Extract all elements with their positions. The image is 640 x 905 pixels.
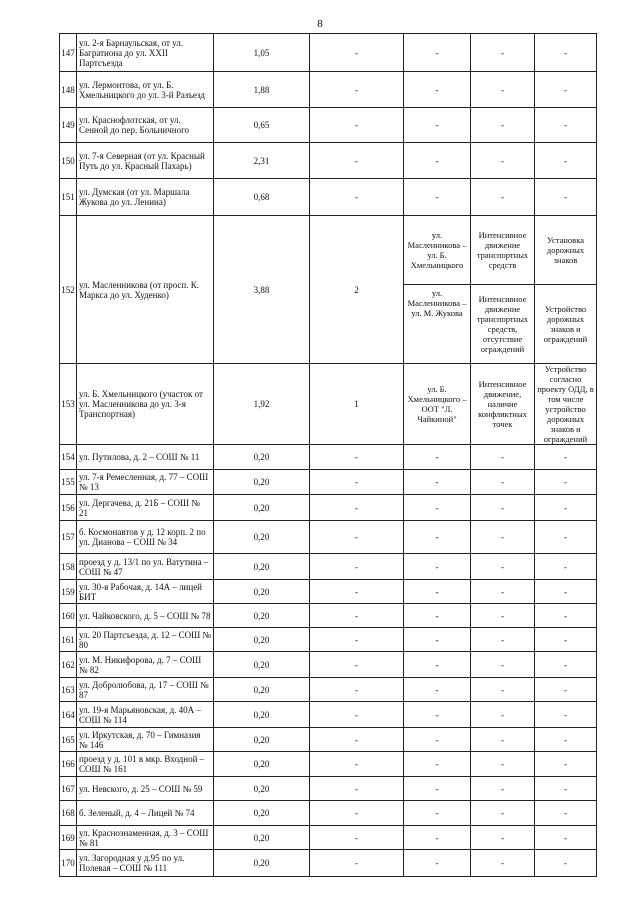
section-value: -	[404, 850, 471, 877]
count-value: -	[310, 678, 404, 702]
row-number: 170	[60, 850, 77, 877]
row-number: 150	[60, 143, 77, 179]
count-value: -	[310, 728, 404, 752]
road-name: ул. Путилова, д. 2 – СОШ № 11	[77, 445, 214, 470]
reason-value: -	[471, 554, 535, 580]
reason-value: -	[471, 179, 535, 216]
count-value: -	[310, 179, 404, 216]
row-number: 162	[60, 652, 77, 678]
section-value: -	[404, 179, 471, 216]
section-value: -	[404, 72, 471, 108]
reason-value: -	[471, 826, 535, 850]
count-value: -	[310, 445, 404, 470]
section-value: -	[404, 777, 471, 801]
count-value: -	[310, 521, 404, 554]
table-row	[60, 801, 597, 826]
measure-value: -	[535, 72, 597, 108]
reason-value: -	[471, 777, 535, 801]
table-row	[60, 445, 597, 470]
reason-value: -	[471, 702, 535, 728]
measure-value: -	[535, 143, 597, 179]
section-value: -	[404, 604, 471, 628]
reason-value: -	[471, 604, 535, 628]
count-value: -	[310, 777, 404, 801]
length-value: 0,20	[214, 850, 310, 877]
count-value: -	[310, 628, 404, 652]
table-row	[60, 108, 597, 143]
length-value: 0,20	[214, 826, 310, 850]
table-row	[60, 143, 597, 179]
row-number: 168	[60, 801, 77, 826]
road-name: ул. Чайковского, д. 5 – СОШ № 78	[77, 604, 214, 628]
measure-value: -	[535, 179, 597, 216]
page-number: 8	[317, 18, 323, 30]
count-value: -	[310, 580, 404, 604]
road-name: ул. Добролюбова, д. 17 – СОШ № 87	[77, 678, 214, 702]
measure-value: -	[535, 702, 597, 728]
reason-value: -	[471, 628, 535, 652]
count-value: -	[310, 108, 404, 143]
measure-value: -	[535, 580, 597, 604]
section-description: ул. Масленникова – ул. Б. Хмельницкого	[404, 216, 471, 285]
reason-description: Интенсивное движение, наличие конфликтных точек	[471, 364, 535, 445]
road-name: ул. Краснознаменная, д. 3 – СОШ № 81	[77, 826, 214, 850]
road-name: ул. 2-я Барнаульская, от ул. Багратиона до ул. XXII Партсъезда	[77, 34, 214, 72]
row-number: 163	[60, 678, 77, 702]
road-name: проезд у д. 101 в мкр. Входной – СОШ № 161	[77, 752, 214, 777]
measure-description: Установка дорожных знаков	[535, 216, 597, 285]
section-value: -	[404, 652, 471, 678]
section-value: -	[404, 826, 471, 850]
row-number: 153	[60, 364, 77, 445]
reason-value: -	[471, 34, 535, 72]
reason-value: -	[471, 470, 535, 495]
length-value: 0,20	[214, 728, 310, 752]
measure-value: -	[535, 554, 597, 580]
reason-value: -	[471, 752, 535, 777]
row-number: 152	[60, 216, 77, 364]
measure-value: -	[535, 728, 597, 752]
section-value: -	[404, 521, 471, 554]
length-value: 3,88	[214, 216, 310, 364]
row-number: 167	[60, 777, 77, 801]
section-value: -	[404, 108, 471, 143]
table-row	[60, 604, 597, 628]
reason-value: -	[471, 143, 535, 179]
road-name: ул. Думская (от ул. Маршала Жукова до ул. Ленина)	[77, 179, 214, 216]
section-value: -	[404, 470, 471, 495]
length-value: 0,20	[214, 801, 310, 826]
road-sections-table	[59, 33, 597, 877]
reason-value: -	[471, 495, 535, 521]
length-value: 0,20	[214, 678, 310, 702]
reason-value: -	[471, 652, 535, 678]
row-number: 160	[60, 604, 77, 628]
road-name: ул. Масленникова (от просп. К. Маркса до ул. Худенко)	[77, 216, 214, 364]
measure-value: -	[535, 678, 597, 702]
length-value: 0,20	[214, 580, 310, 604]
table-row	[60, 34, 597, 72]
section-value: -	[404, 495, 471, 521]
road-name: ул. 7-я Ремесленная, д. 77 – СОШ № 13	[77, 470, 214, 495]
measure-value: -	[535, 652, 597, 678]
section-value: -	[404, 702, 471, 728]
road-name: ул. Краснофлотская, от ул. Сенной до пер. Больничного	[77, 108, 214, 143]
table-row	[60, 826, 597, 850]
road-name: ул. 19-я Марьяновская, д. 40А – СОШ № 114	[77, 702, 214, 728]
road-name: ул. Лермонтова, от ул. Б. Хмельницкого до ул. 3-й Разъезд	[77, 72, 214, 108]
table-row	[60, 777, 597, 801]
count-value: -	[310, 702, 404, 728]
table-row	[60, 702, 597, 728]
length-value: 0,20	[214, 495, 310, 521]
reason-value: -	[471, 801, 535, 826]
table-row	[60, 521, 597, 554]
length-value: 0,20	[214, 521, 310, 554]
road-name: ул. Дергачева, д. 21Б – СОШ № 21	[77, 495, 214, 521]
table-row	[60, 554, 597, 580]
road-name: ул. Б. Хмельницкого (участок от ул. Масленникова до ул. 3-я Транспортная)	[77, 364, 214, 445]
count-value: -	[310, 554, 404, 580]
length-value: 0,20	[214, 470, 310, 495]
table-row	[60, 580, 597, 604]
count-value: -	[310, 143, 404, 179]
table-row	[60, 628, 597, 652]
table-row	[60, 678, 597, 702]
measure-value: -	[535, 34, 597, 72]
count-value: -	[310, 652, 404, 678]
length-value: 1,05	[214, 34, 310, 72]
table-body-middle	[60, 216, 597, 445]
reason-value: -	[471, 728, 535, 752]
table-row	[60, 752, 597, 777]
road-name: ул. 7-я Северная (от ул. Красный Путь до ул. Красный Пахарь)	[77, 143, 214, 179]
section-value: -	[404, 580, 471, 604]
measure-value: -	[535, 826, 597, 850]
reason-value: -	[471, 445, 535, 470]
count-value: -	[310, 826, 404, 850]
road-name: б. Зеленый, д. 4 – Лицей № 74	[77, 801, 214, 826]
measure-value: -	[535, 108, 597, 143]
row-number: 165	[60, 728, 77, 752]
table-row	[60, 216, 597, 285]
reason-description: Интенсивное движение транспортных средств, отсутствие ограждений	[471, 285, 535, 364]
table-row	[60, 495, 597, 521]
section-value: -	[404, 143, 471, 179]
measure-description: Устройство согласно проекту ОДД, в том числе устройство дорожных знаков и ограждений	[535, 364, 597, 445]
measure-value: -	[535, 495, 597, 521]
count-value: -	[310, 604, 404, 628]
table-body-top	[60, 34, 597, 216]
row-number: 169	[60, 826, 77, 850]
section-value: -	[404, 445, 471, 470]
table-row	[60, 850, 597, 877]
count-value: -	[310, 752, 404, 777]
section-value: -	[404, 628, 471, 652]
row-number: 161	[60, 628, 77, 652]
row-number: 156	[60, 495, 77, 521]
section-value: -	[404, 678, 471, 702]
measure-value: -	[535, 604, 597, 628]
road-name: б. Космонавтов у д. 12 корп. 2 по ул. Дианова – СОШ № 34	[77, 521, 214, 554]
row-number: 147	[60, 34, 77, 72]
count-value: 1	[310, 364, 404, 445]
road-name: ул. 20 Партсъезда, д. 12 – СОШ № 80	[77, 628, 214, 652]
length-value: 0,20	[214, 702, 310, 728]
table-row	[60, 364, 597, 445]
measure-value: -	[535, 445, 597, 470]
table-body-bottom	[60, 445, 597, 877]
measure-value: -	[535, 801, 597, 826]
table-row	[60, 470, 597, 495]
count-value: -	[310, 34, 404, 72]
table-row	[60, 179, 597, 216]
length-value: 0,65	[214, 108, 310, 143]
length-value: 0,20	[214, 777, 310, 801]
road-name: ул. Иркутская, д. 70 – Гимназия № 146	[77, 728, 214, 752]
road-name: ул. Невского, д. 25 – СОШ № 59	[77, 777, 214, 801]
length-value: 1,88	[214, 72, 310, 108]
section-description: ул. Масленникова – ул. М. Жукова	[404, 285, 471, 364]
row-number: 155	[60, 470, 77, 495]
section-value: -	[404, 728, 471, 752]
row-number: 166	[60, 752, 77, 777]
length-value: 0,20	[214, 628, 310, 652]
count-value: -	[310, 850, 404, 877]
row-number: 164	[60, 702, 77, 728]
measure-value: -	[535, 470, 597, 495]
length-value: 0,68	[214, 179, 310, 216]
road-name: ул. 30-я Рабочая, д. 14А – лицей БИТ	[77, 580, 214, 604]
road-name: ул. М. Никифорова, д. 7 – СОШ № 82	[77, 652, 214, 678]
row-number: 151	[60, 179, 77, 216]
reason-value: -	[471, 108, 535, 143]
section-description: ул. Б. Хмельницкого – ООТ "Л. Чайкиной"	[404, 364, 471, 445]
reason-value: -	[471, 678, 535, 702]
table-row	[60, 652, 597, 678]
measure-value: -	[535, 850, 597, 877]
reason-description: Интенсивное движение транспортных средств	[471, 216, 535, 285]
section-value: -	[404, 752, 471, 777]
count-value: -	[310, 470, 404, 495]
section-value: -	[404, 801, 471, 826]
reason-value: -	[471, 580, 535, 604]
count-value: -	[310, 801, 404, 826]
reason-value: -	[471, 521, 535, 554]
measure-value: -	[535, 521, 597, 554]
count-value: -	[310, 495, 404, 521]
reason-value: -	[471, 850, 535, 877]
row-number: 154	[60, 445, 77, 470]
length-value: 0,20	[214, 604, 310, 628]
road-name: ул. Загородная у д.95 по ул. Полевая – СОШ № 111	[77, 850, 214, 877]
row-number: 158	[60, 554, 77, 580]
road-name: проезд у д. 13/1 по ул. Ватутина – СОШ № 47	[77, 554, 214, 580]
length-value: 1,92	[214, 364, 310, 445]
row-number: 157	[60, 521, 77, 554]
section-value: -	[404, 554, 471, 580]
measure-description: Устройство дорожных знаков и ограждений	[535, 285, 597, 364]
length-value: 0,20	[214, 445, 310, 470]
length-value: 0,20	[214, 554, 310, 580]
row-number: 149	[60, 108, 77, 143]
measure-value: -	[535, 777, 597, 801]
section-value: -	[404, 34, 471, 72]
count-value: 2	[310, 216, 404, 364]
table-row	[60, 728, 597, 752]
row-number: 159	[60, 580, 77, 604]
length-value: 2,31	[214, 143, 310, 179]
row-number: 148	[60, 72, 77, 108]
length-value: 0,20	[214, 752, 310, 777]
count-value: -	[310, 72, 404, 108]
table-row	[60, 72, 597, 108]
measure-value: -	[535, 752, 597, 777]
reason-value: -	[471, 72, 535, 108]
measure-value: -	[535, 628, 597, 652]
length-value: 0,20	[214, 652, 310, 678]
